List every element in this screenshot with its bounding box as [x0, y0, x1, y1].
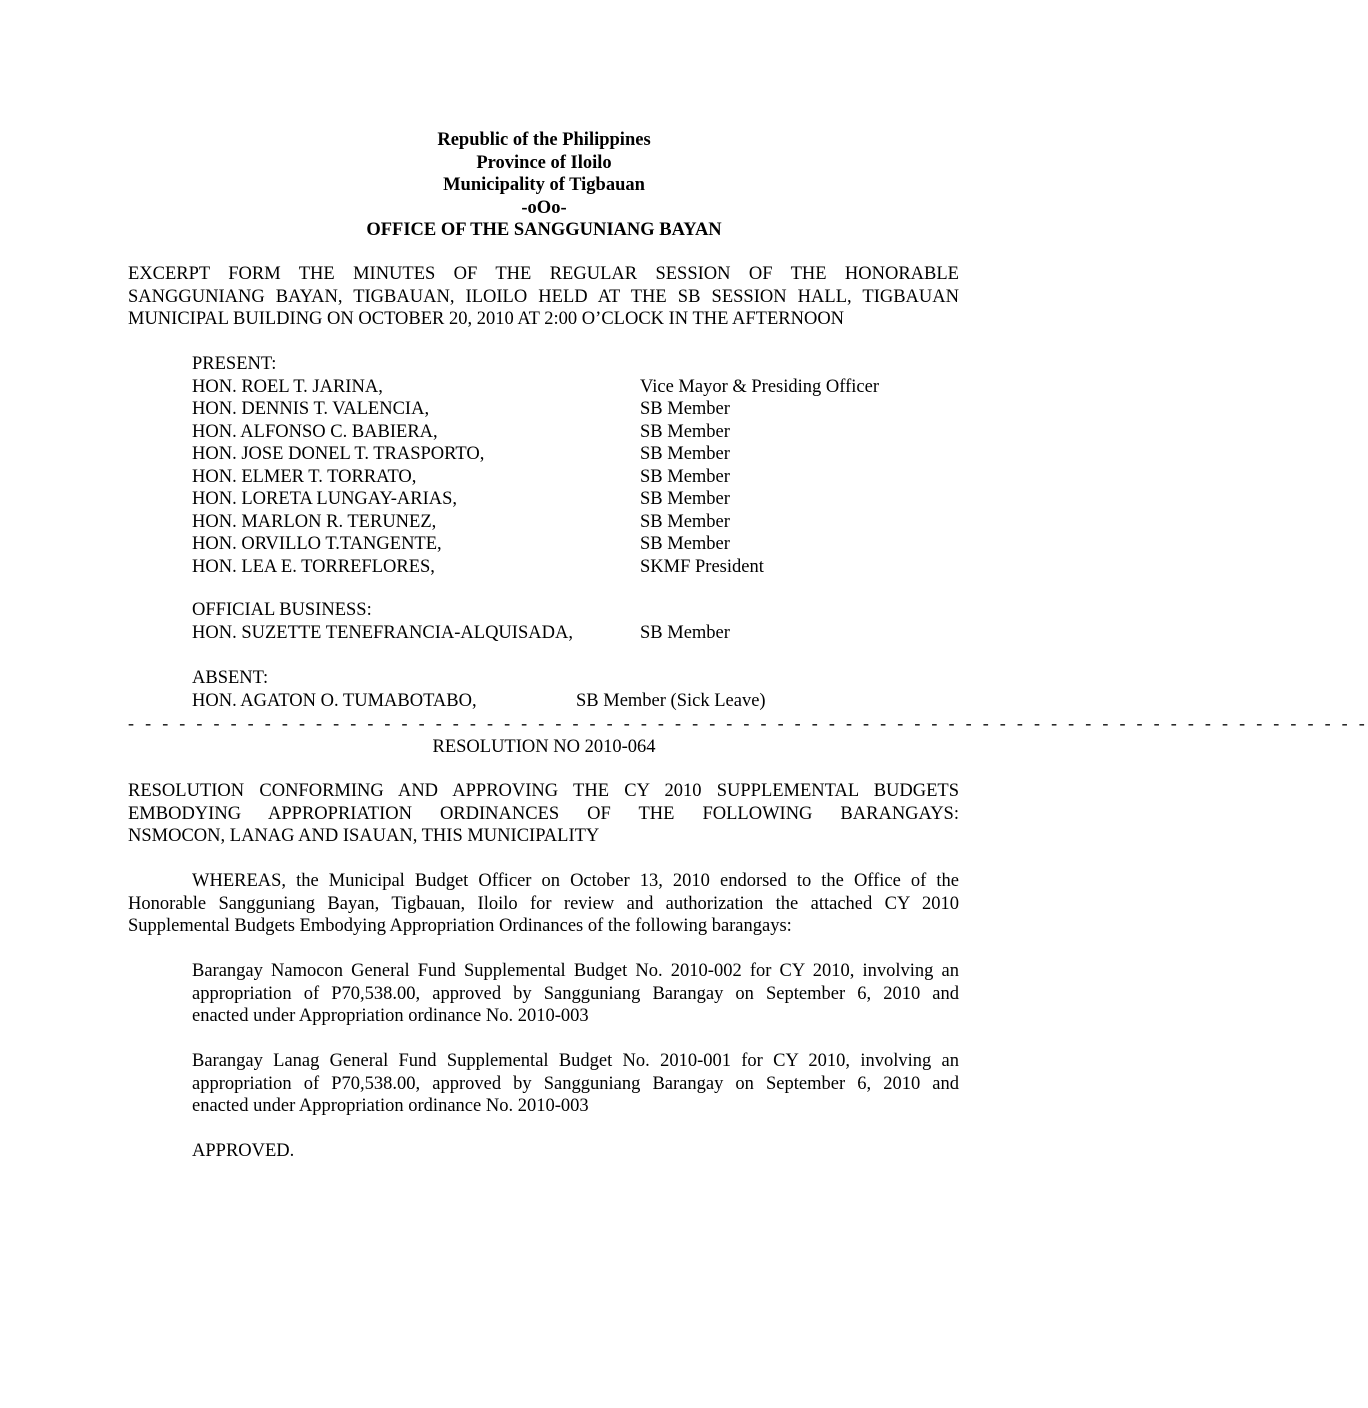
- attendee-name: HON. MARLON R. TERUNEZ,: [192, 511, 437, 532]
- excerpt-line: SANGGUNIANG BAYAN, TIGBAUAN, ILOILO HELD AT THE SB SESSION HALL, TIGBAUAN: [128, 286, 959, 307]
- barangay-item-line: enacted under Appropriation ordinance No. 2010-003: [192, 1006, 589, 1026]
- attendee-name: HON. ROEL T. JARINA,: [192, 376, 383, 397]
- whereas-line: Honorable Sangguniang Bayan, Tigbauan, Iloilo for review and authorization the attached CY 2010: [128, 893, 959, 914]
- attendee-name: HON. ELMER T. TORRATO,: [192, 466, 417, 487]
- absent-label-row: [192, 667, 952, 690]
- attendee-role: SB Member: [640, 489, 730, 509]
- attendance-official-business: [192, 599, 952, 644]
- attendee-row: [192, 466, 952, 489]
- approved-text: APPROVED.: [192, 1141, 295, 1161]
- attendee-role: SKMF President: [640, 556, 764, 577]
- present-label-row: [192, 353, 952, 376]
- attendee-row: [192, 488, 952, 511]
- resolution-number: RESOLUTION NO 2010-064: [432, 737, 656, 757]
- attendee-row: [192, 376, 952, 399]
- attendee-role: Vice Mayor & Presiding Officer: [640, 376, 879, 397]
- approval-statement: [192, 1140, 959, 1163]
- absent-label: ABSENT:: [192, 668, 269, 688]
- attendee-name: HON. LEA E. TORREFLORES,: [192, 556, 435, 577]
- barangay-item: [192, 1050, 959, 1118]
- resolution-title-line: NSMOCON, LANAG AND ISAUAN, THIS MUNICIPALITY: [128, 826, 600, 846]
- attendee-row: [192, 690, 952, 713]
- attendee-name: HON. ORVILLO T.TANGENTE,: [192, 534, 442, 554]
- attendee-row: [192, 556, 952, 579]
- attendee-row: [192, 421, 952, 444]
- attendance-absent: [192, 667, 952, 712]
- header-province: Province of Iloilo: [476, 152, 612, 173]
- dashed-divider: - - - - - - - - - - - - - - - - - - - - - - - - - - - - - - - - - - - - - - - - - - - - - - - - - - - - - - - - - - - - - - - - - - - - - - - - -: [128, 713, 1368, 733]
- whereas-clause: [128, 870, 959, 938]
- official-business-label-row: [192, 599, 952, 622]
- attendee-role: SB Member: [640, 399, 730, 419]
- attendee-row: [192, 622, 952, 645]
- attendee-row: [192, 533, 952, 556]
- barangay-item-line: appropriation of P70,538.00, approved by Sangguniang Barangay on September 6, 2010 and: [192, 1073, 959, 1094]
- attendee-role: SB Member: [640, 466, 730, 487]
- letterhead: [0, 129, 1088, 242]
- attendee-name: HON. DENNIS T. VALENCIA,: [192, 399, 430, 419]
- attendee-row: [192, 398, 952, 421]
- official-business-label: OFFICIAL BUSINESS:: [192, 600, 372, 620]
- attendee-role: SB Member: [640, 421, 730, 442]
- whereas-line: Supplemental Budgets Embodying Appropriation Ordinances of the following barangays:: [128, 916, 792, 936]
- header-office: OFFICE OF THE SANGGUNIANG BAYAN: [366, 220, 722, 240]
- attendee-role: SB Member: [640, 622, 730, 643]
- header-republic: Republic of the Philippines: [437, 130, 651, 150]
- attendee-row: [192, 443, 952, 466]
- resolution-title-line: EMBODYING APPROPRIATION ORDINANCES OF THE FOLLOWING BARANGAYS:: [128, 803, 959, 824]
- attendee-role: SB Member: [640, 444, 730, 464]
- attendee-name: HON. AGATON O. TUMABOTABO,: [192, 690, 477, 711]
- barangay-item-line: enacted under Appropriation ordinance No. 2010-003: [192, 1096, 589, 1116]
- attendee-name: HON. LORETA LUNGAY-ARIAS,: [192, 489, 458, 509]
- excerpt-heading: [128, 263, 959, 331]
- resolution-title: [128, 780, 959, 848]
- whereas-line: WHEREAS, the Municipal Budget Officer on October 13, 2010 endorsed to the Office of the: [192, 871, 959, 891]
- attendee-role: SB Member: [640, 534, 730, 554]
- attendee-name: HON. SUZETTE TENEFRANCIA-ALQUISADA,: [192, 622, 573, 643]
- attendee-name: HON. ALFONSO C. BABIERA,: [192, 421, 438, 442]
- excerpt-line: MUNICIPAL BUILDING ON OCTOBER 20, 2010 AT 2:00 O’CLOCK IN THE AFTERNOON: [128, 309, 845, 329]
- attendee-role: SB Member: [640, 511, 730, 532]
- barangay-item-line: Barangay Lanag General Fund Supplemental Budget No. 2010-001 for CY 2010, involving an: [192, 1051, 959, 1071]
- barangay-item-line: appropriation of P70,538.00, approved by Sangguniang Barangay on September 6, 2010 and: [192, 983, 959, 1004]
- present-label: PRESENT:: [192, 354, 277, 374]
- barangay-item: [192, 960, 959, 1028]
- attendee-row: [192, 511, 952, 534]
- barangay-item-line: Barangay Namocon General Fund Supplemental Budget No. 2010-002 for CY 2010, involving an: [192, 961, 959, 981]
- resolution-title-line: RESOLUTION CONFORMING AND APPROVING THE CY 2010 SUPPLEMENTAL BUDGETS: [128, 781, 959, 801]
- attendee-role: SB Member (Sick Leave): [576, 690, 766, 711]
- attendee-name: HON. JOSE DONEL T. TRASPORTO,: [192, 444, 485, 464]
- attendance-present: [192, 353, 952, 578]
- excerpt-line: EXCERPT FORM THE MINUTES OF THE REGULAR SESSION OF THE HONORABLE: [128, 264, 959, 284]
- header-ornament: -oOo-: [521, 197, 567, 218]
- header-municipality: Municipality of Tigbauan: [443, 175, 645, 195]
